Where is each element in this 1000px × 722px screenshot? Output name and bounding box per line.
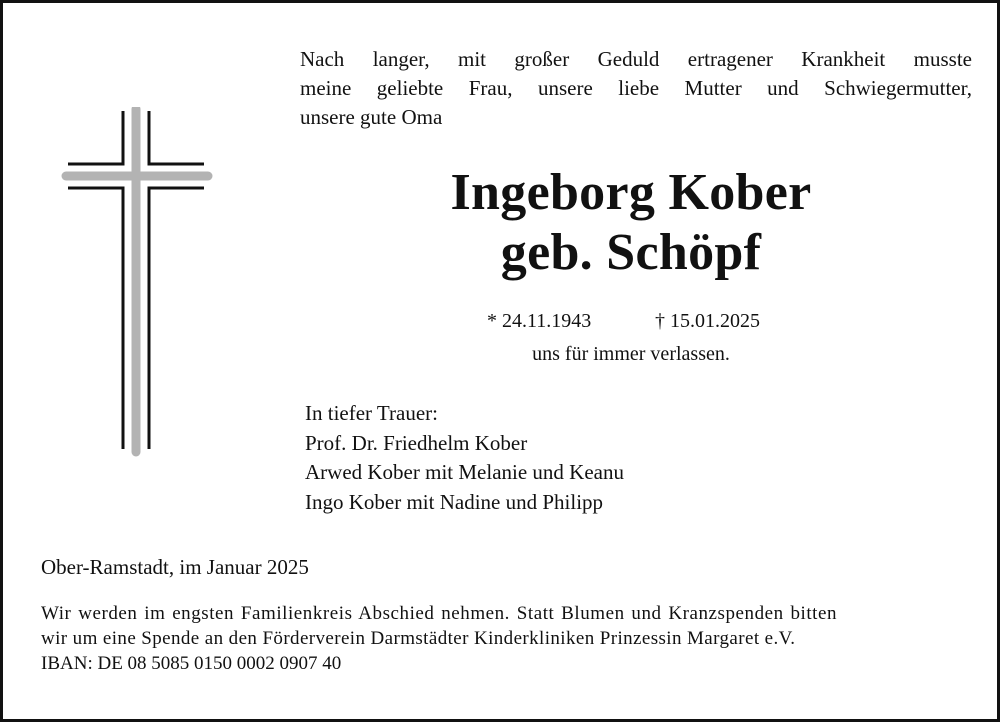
mourner-name: Arwed Kober mit Melanie und Keanu <box>305 460 624 484</box>
notice-line: wir um eine Spende an den Förderverein Darmstädter Kinderkliniken Prinzessin Margaret e.V. <box>41 628 796 649</box>
intro-text <box>300 45 972 132</box>
intro-line: Nach langer, mit großer Geduld ertragener Krankheit musste <box>300 47 972 71</box>
intro-line: unsere gute Oma <box>300 105 443 129</box>
maiden-name: geb. Schöpf <box>500 224 762 281</box>
donation-notice <box>41 601 971 676</box>
mourners-heading: In tiefer Trauer: <box>305 401 438 425</box>
intro-line: meine geliebte Frau, unsere liebe Mutter und Schwiegermutter, <box>300 76 972 100</box>
mourner-name: Prof. Dr. Friedhelm Kober <box>305 430 528 455</box>
notice-line: Wir werden im engsten Familienkreis Abschied nehmen. Statt Blumen und Kranzspenden bitten <box>41 603 838 624</box>
place-date: Ober-Ramstadt, im Januar 2025 <box>41 555 309 579</box>
birth-date: * 24.11.1943 <box>487 310 592 332</box>
iban-line: IBAN: DE 08 5085 0150 0002 0907 40 <box>41 653 342 674</box>
mourners-list <box>305 399 624 517</box>
left-us-text: uns für immer verlassen. <box>532 343 730 365</box>
death-date: † 15.01.2025 <box>655 310 760 332</box>
cross-icon <box>61 107 213 457</box>
mourner-name: Ingo Kober mit Nadine und Philipp <box>305 489 604 514</box>
deceased-name: Ingeborg Kober <box>450 164 812 221</box>
deceased-name-block <box>403 163 859 283</box>
